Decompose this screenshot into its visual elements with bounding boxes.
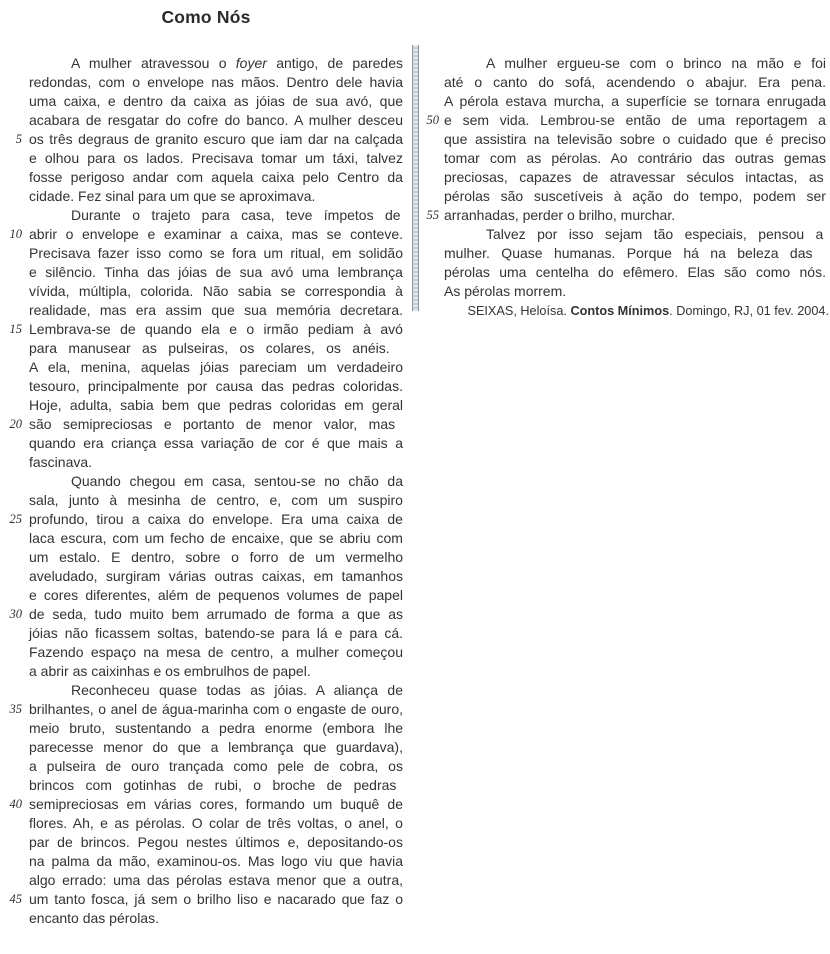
text-line: [0, 282, 412, 301]
line-number: [0, 206, 29, 225]
line-text: acabara de resgatar do cofre do banco. A mulher desceu: [29, 112, 403, 128]
line-text: parecesse menor do que a lembrança que guardava),: [29, 739, 403, 755]
line-text: cidade. Fez sinal para um que se aproximava.: [29, 188, 316, 204]
line-number: [0, 681, 29, 700]
line-number: [0, 833, 29, 852]
text-line: [0, 472, 412, 491]
text-line: [418, 263, 830, 282]
text-line: [0, 130, 412, 149]
text-line: [0, 833, 412, 852]
line-number: [0, 377, 29, 396]
line-number: [0, 472, 29, 491]
text-line: [0, 700, 412, 719]
text-line: [0, 73, 412, 92]
line-text: um estalo. E dentro, sobre o forro de um vermelho: [29, 549, 404, 565]
line-number: 10: [9, 227, 22, 241]
line-text: vívida, múltipla, colorida. Não sabia se correspondia à: [29, 283, 403, 299]
line-number: [0, 814, 29, 833]
line-text: jóias não ficassem soltas, batendo-se para lá e para cá.: [29, 625, 404, 641]
line-number: [0, 187, 29, 206]
text-line: [0, 681, 412, 700]
text-line: [0, 643, 412, 662]
line-number: [0, 643, 29, 662]
citation-text: . Domingo, RJ, 01 fev. 2004.: [669, 304, 829, 318]
line-number: [0, 396, 29, 415]
document-title: Como Nós: [161, 7, 251, 27]
line-text: a abrir as caixinhas e os embrulhos de papel.: [29, 663, 311, 679]
line-text: semipreciosas em várias cores, formando um buquê de: [29, 796, 403, 812]
line-text: mulher. Quase humanas. Porque há na beleza das: [444, 245, 813, 261]
text-line: [418, 54, 830, 73]
line-number: [0, 92, 29, 111]
line-text: e olhou para os lados. Precisava tomar um táxi, talvez: [29, 150, 403, 166]
line-number: 5: [15, 132, 22, 146]
line-number: 55: [426, 208, 439, 222]
line-number: [0, 586, 29, 605]
line-number: [0, 73, 29, 92]
line-text: e sem vida. Lembrou-se então de uma reportagem a: [444, 112, 826, 128]
line-text: algo errado: uma das pérolas estava menor que a outra,: [29, 872, 404, 888]
text-line: [0, 795, 412, 814]
text-line: [418, 187, 830, 206]
line-number: [0, 263, 29, 282]
line-text: Durante o trajeto para casa, teve ímpetos de: [71, 207, 401, 223]
line-number: [418, 73, 444, 92]
line-text: Reconheceu quase todas as jóias. A aliança de: [71, 682, 404, 698]
text-line: [0, 909, 412, 928]
text-line: [418, 92, 830, 111]
text-line: [0, 491, 412, 510]
line-number: [418, 244, 444, 263]
line-number: [0, 168, 29, 187]
line-text: As pérolas morrem.: [444, 283, 567, 299]
line-text: um tanto fosca, já sem o brilho liso e nacarado que faz o: [29, 891, 404, 907]
line-text: Talvez por isso sejam tão especiais, pensou a: [486, 226, 824, 242]
line-number: 15: [9, 322, 22, 336]
text-line: [418, 130, 830, 149]
line-number: [0, 453, 29, 472]
line-text: profundo, tirou a caixa do envelope. Era uma caixa de: [29, 511, 403, 527]
line-number: [0, 244, 29, 263]
text-line: [418, 244, 830, 263]
left-column: [0, 54, 412, 928]
line-number: 25: [9, 512, 22, 526]
line-text: fascinava.: [29, 454, 93, 470]
text-line: [0, 605, 412, 624]
text-line: [0, 358, 412, 377]
text-line: [0, 149, 412, 168]
right-column: [418, 54, 830, 301]
text-line: [0, 263, 412, 282]
line-number: [0, 434, 29, 453]
line-number: 30: [9, 607, 22, 621]
text-line: [418, 149, 830, 168]
line-number: [418, 54, 444, 73]
line-number: [0, 358, 29, 377]
text-line: [0, 339, 412, 358]
text-line: [0, 871, 412, 890]
text-line: [0, 890, 412, 909]
text-line: [0, 168, 412, 187]
line-number: [0, 871, 29, 890]
line-text: Quando chegou em casa, sentou-se no chão da: [71, 473, 403, 489]
citation-text: Contos Mínimos: [570, 304, 670, 318]
line-number: 35: [9, 702, 22, 716]
text-line: [0, 187, 412, 206]
line-text: uma caixa, e dentro da caixa as jóias de sua avó, que: [29, 93, 404, 109]
text-line: [0, 415, 412, 434]
line-text: e cores diferentes, além de pequenos volumes de papel: [29, 587, 403, 603]
line-number: [0, 624, 29, 643]
text-line: [0, 719, 412, 738]
line-text: e silêncio. Tinha das jóias de sua avó uma lembrança: [29, 264, 403, 280]
line-text: pérolas são suscetíveis à ação do tempo, podem ser: [444, 188, 826, 204]
line-text: brincos com gotinhas de rubi, o broche de pedras: [29, 777, 397, 793]
line-text: são semipreciosas e portanto de menor valor, mas: [29, 416, 396, 432]
line-number: [418, 149, 444, 168]
text-line: [0, 434, 412, 453]
text-line: [418, 111, 830, 130]
line-text: preciosas, capazes de atravessar séculos intactas, as: [444, 169, 824, 185]
line-text: tesouro, principalmente por causa das pedras coloridas.: [29, 378, 403, 394]
line-number: 50: [426, 113, 439, 127]
line-text: pérolas uma centelha do efêmero. Elas são como nós.: [444, 264, 826, 280]
line-number: [0, 719, 29, 738]
citation: [418, 302, 829, 321]
text-line: [0, 396, 412, 415]
text-line: [0, 510, 412, 529]
line-text: A ela, menina, aquelas jóias pareciam um verdadeiro: [29, 359, 403, 375]
text-line: [418, 206, 830, 225]
line-text: aveludado, surgiram várias outras caixas, em tamanhos: [29, 568, 403, 584]
line-text: flores. Ah, e as pérolas. O colar de três voltas, o anel, o: [29, 815, 403, 831]
line-text: para manusear as pulseiras, os colares, os anéis.: [29, 340, 390, 356]
line-number: [418, 168, 444, 187]
text-line: [0, 529, 412, 548]
line-number: [0, 301, 29, 320]
line-text: Precisava fazer isso como se fora um ritual, em solidão: [29, 245, 404, 261]
text-line: [418, 73, 830, 92]
text-line: [0, 320, 412, 339]
line-number: [0, 339, 29, 358]
line-number: [0, 54, 29, 73]
line-text: meio bruto, sustentando a pedra enorme (embora lhe: [29, 720, 404, 736]
line-number: [0, 757, 29, 776]
line-text: arranhadas, perder o brilho, murchar.: [444, 207, 676, 223]
line-text: de seda, tudo muito bem arrumado de forma a que as: [29, 606, 404, 622]
line-text: Lembrava-se de quando ela e o irmão pediam à avó: [29, 321, 403, 337]
line-text: Hoje, adulta, sabia bem que pedras coloridas em geral: [29, 397, 404, 413]
line-number: [418, 187, 444, 206]
line-text: fosse perigoso andar com aquela caixa pelo Centro da: [29, 169, 403, 185]
text-line: [0, 206, 412, 225]
line-text: laca escura, com um fecho de encaixe, que se abriu com: [29, 530, 403, 546]
text-line: [0, 662, 412, 681]
line-text: brilhantes, o anel de água-marinha com o engaste de ouro,: [29, 701, 404, 717]
line-text: tomar com as pérolas. Ao contrário das outras gemas: [444, 150, 826, 166]
line-number: [0, 909, 29, 928]
line-text: A mulher ergueu-se com o brinco na mão e foi: [486, 55, 826, 71]
line-text: realidade, mas era assim que sua memória decretara.: [29, 302, 404, 318]
line-text: que assistira na televisão sobre o cuidado que é preciso: [444, 131, 826, 147]
line-text: Fazendo espaço na mesa de centro, a mulher começou: [29, 644, 403, 660]
line-text: quando era criança essa variação de cor é que mais a: [29, 435, 403, 451]
line-text: par de brincos. Pegou nestes últimos e, depositando-os: [29, 834, 403, 850]
text-line: [0, 244, 412, 263]
line-number: [0, 548, 29, 567]
line-text: até o canto do sofá, acendendo o abajur. Era pena.: [444, 74, 826, 90]
line-number: 20: [9, 417, 22, 431]
line-number: [418, 282, 444, 301]
line-text: abrir o envelope e examinar a caixa, mas se conteve.: [29, 226, 403, 242]
text-line: [0, 814, 412, 833]
line-text: a pulseira de ouro trançada como pele de cobra, os: [29, 758, 403, 774]
text-line: [418, 282, 830, 301]
line-number: [418, 92, 444, 111]
line-number: [0, 149, 29, 168]
line-number: [0, 852, 29, 871]
line-number: [0, 111, 29, 130]
text-line: [0, 377, 412, 396]
line-number: [418, 130, 444, 149]
citation-text: SEIXAS, Heloísa.: [467, 304, 571, 318]
line-number: [0, 776, 29, 795]
line-text: redondas, com o envelope nas mãos. Dentro dele havia: [29, 74, 403, 90]
line-number: [0, 662, 29, 681]
line-number: [418, 225, 444, 244]
line-number: [0, 282, 29, 301]
line-number: [0, 491, 29, 510]
line-text: os três degraus de granito escuro que iam dar na calçada: [29, 131, 403, 147]
text-line: [0, 54, 412, 73]
line-text: A mulher atravessou o foyer antigo, de paredes: [71, 55, 403, 71]
line-text: na palma da mão, examinou-os. Mas logo viu que havia: [29, 853, 403, 869]
text-line: [0, 852, 412, 871]
text-line: [0, 225, 412, 244]
line-number: [418, 263, 444, 282]
text-line: [0, 567, 412, 586]
text-line: [418, 225, 830, 244]
line-number: [0, 567, 29, 586]
text-line: [0, 301, 412, 320]
line-text: encanto das pérolas.: [29, 910, 159, 926]
text-line: [0, 738, 412, 757]
line-number: [0, 738, 29, 757]
line-text: A pérola estava murcha, a superfície se tornara enrugada: [444, 93, 827, 109]
line-number: [0, 529, 29, 548]
text-line: [0, 92, 412, 111]
text-line: [0, 586, 412, 605]
line-number: 45: [9, 892, 22, 906]
text-line: [0, 776, 412, 795]
text-line: [418, 168, 830, 187]
text-line: [0, 548, 412, 567]
text-line: [0, 111, 412, 130]
text-line: [0, 757, 412, 776]
line-text: sala, junto à mesinha de centro, e, com um suspiro: [29, 492, 403, 508]
text-line: [0, 624, 412, 643]
text-line: [0, 453, 412, 472]
line-number: 40: [9, 797, 22, 811]
